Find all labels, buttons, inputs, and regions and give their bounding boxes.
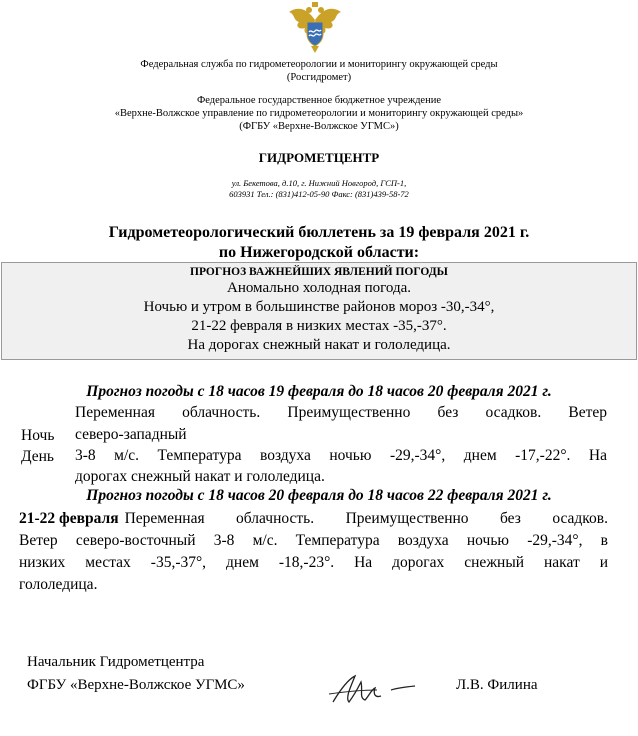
hazard-line: Аномально холодная погода.: [226, 280, 412, 296]
institution-type: Федеральное государственное бюджетное учреждение: [196, 95, 441, 106]
bulletin-region: по Нижегородской области:: [218, 244, 420, 261]
forecast2-line: Переменная облачность. Преимущественно без осадков.: [124, 510, 608, 527]
bulletin-title: Гидрометеорологический бюллетень за 19 февраля 2021 г.: [108, 224, 530, 241]
signatory-name: Л.В. Филина: [456, 677, 538, 693]
forecast1-line: Переменная облачность. Преимущественно без осадков. Ветер: [75, 404, 607, 421]
forecast2-first-line: [19, 508, 608, 530]
hazard-line: Ночью и утром в большинстве районов мороз -30,-34°,: [143, 299, 495, 315]
center-title: ГИДРОМЕТЦЕНТР: [258, 150, 380, 165]
address-line: ул. Бекетова, д.10, г. Нижний Новгород, ГСП-1,: [231, 178, 407, 188]
forecast1-night-label: Ночь: [21, 427, 55, 444]
institution-name: «Верхне-Волжское управление по гидрометеорологии и мониторингу окружающей среды»: [114, 108, 524, 119]
forecast2-heading: Прогноз погоды с 18 часов 20 февраля до 18 часов 22 февраля 2021 г.: [86, 487, 552, 504]
signatory-organization: ФГБУ «Верхне-Волжское УГМС»: [27, 677, 245, 693]
institution-abbrev: (ФГБУ «Верхне-Волжское УГМС»): [239, 121, 399, 132]
forecast1-day-label: День: [21, 448, 55, 465]
forecast1-line: северо-западный: [75, 426, 187, 443]
forecast1-heading: Прогноз погоды с 18 часов 19 февраля до 18 часов 20 февраля 2021 г.: [86, 383, 552, 400]
hazard-line: На дорогах снежный накат и гололедица.: [187, 337, 451, 353]
forecast2-line: низких местах -35,-37°, днем -18,-23°. На дорогах снежный накат и: [19, 554, 608, 571]
org-name: Федеральная служба по гидрометеорологии и мониторингу окружающей среды: [140, 59, 498, 70]
rosgidromet-emblem-icon: [287, 0, 343, 54]
hazard-heading: ПРОГНОЗ ВАЖНЕЙШИХ ЯВЛЕНИЙ ПОГОДЫ: [190, 266, 448, 278]
handwritten-signature-icon: [325, 668, 420, 710]
forecast2-line: Ветер северо-восточный 3-8 м/с. Температура воздуха ночью -29,-34°, в: [19, 532, 608, 549]
hazard-forecast-box: [1, 262, 637, 360]
forecast2-line: гололедица.: [19, 576, 98, 593]
signatory-position: Начальник Гидрометцентра: [27, 654, 205, 670]
hazard-line: 21-22 февраля в низких местах -35,-37°.: [191, 318, 447, 334]
forecast2-period: 21-22 февраля: [19, 510, 119, 527]
org-abbrev: (Росгидромет): [286, 72, 352, 83]
contacts-line: 603931 Тел.: (831)412-05-90 Факс: (831)439-58-72: [229, 189, 409, 199]
forecast1-line: 3-8 м/с. Температура воздуха ночью -29,-34°, днем -17,-22°. На: [75, 447, 607, 464]
forecast1-line: дорогах снежный накат и гололедица.: [75, 468, 325, 485]
